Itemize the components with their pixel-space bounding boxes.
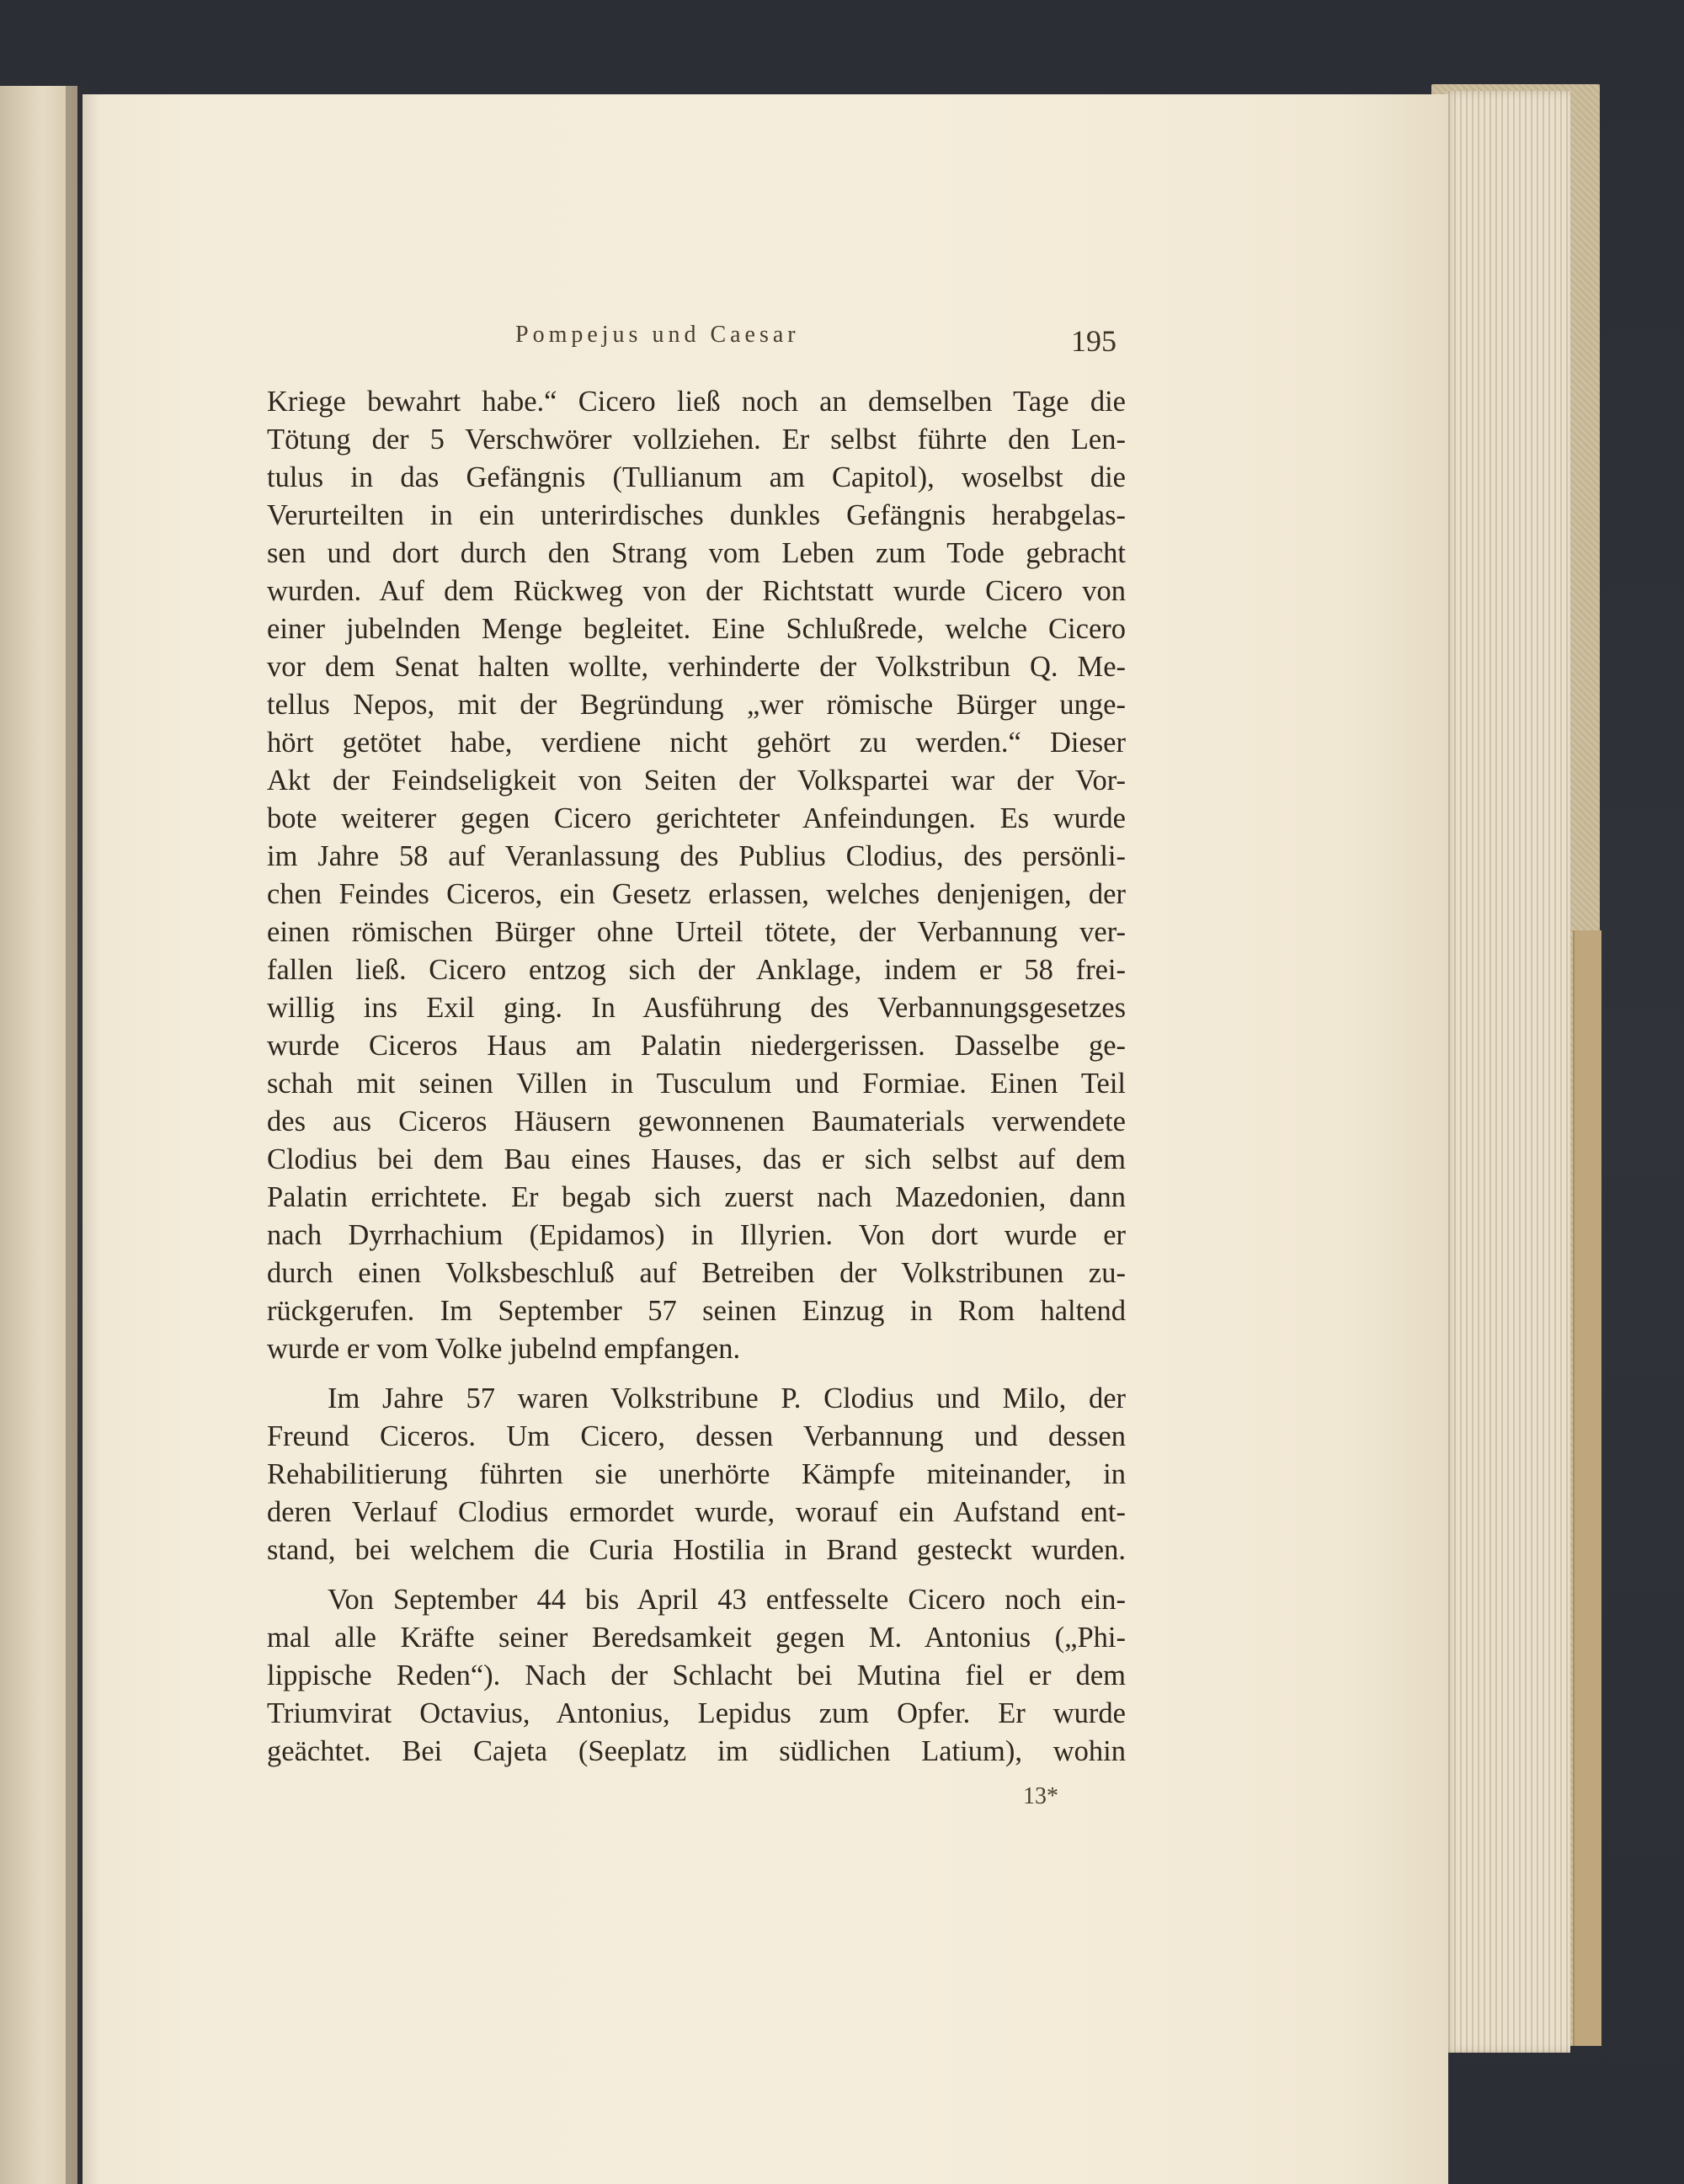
text-line: hört getötet habe, verdiene nicht gehört zu werden.“ Dieser bbox=[267, 727, 1126, 759]
text-line: willig ins Exil ging. In Ausführung des Verbannungsgesetzes bbox=[267, 992, 1126, 1024]
book-cover-edge bbox=[1573, 930, 1601, 2046]
text-line: des aus Ciceros Häusern gewonnenen Baumaterials verwendete bbox=[267, 1105, 1126, 1137]
text-line: einer jubelnden Menge begleitet. Eine Schlußrede, welche Cicero bbox=[267, 613, 1126, 645]
text-line: schah mit seinen Villen in Tusculum und Formiae. Einen Teil bbox=[267, 1068, 1126, 1100]
text-line: wurde er vom Volke jubelnd empfangen. bbox=[267, 1333, 741, 1365]
running-head: Pompejus und Caesar bbox=[515, 322, 800, 348]
text-line: im Jahre 58 auf Veranlassung des Publius Clodius, des persönli- bbox=[267, 840, 1126, 872]
text-line: wurde Ciceros Haus am Palatin niedergerissen. Dasselbe ge- bbox=[267, 1030, 1126, 1062]
text-line: einen römischen Bürger ohne Urteil tötete, der Verbannung ver- bbox=[267, 916, 1126, 948]
text-line: tulus in das Gefängnis (Tullianum am Capitol), woselbst die bbox=[267, 461, 1126, 493]
text-line: Palatin errichtete. Er begab sich zuerst nach Mazedonien, dann bbox=[267, 1181, 1126, 1213]
text-line: stand, bei welchem die Curia Hostilia in Brand gesteckt wurden. bbox=[267, 1534, 1126, 1566]
text-line: nach Dyrrhachium (Epidamos) in Illyrien. Von dort wurde er bbox=[267, 1219, 1126, 1251]
text-line: mal alle Kräfte seiner Beredsamkeit gegen M. Antonius („Phi- bbox=[267, 1622, 1126, 1654]
text-line: lippische Reden“). Nach der Schlacht bei Mutina fiel er dem bbox=[267, 1659, 1126, 1691]
text-line: Akt der Feindseligkeit von Seiten der Volkspartei war der Vor- bbox=[267, 764, 1126, 796]
text-line: vor dem Senat halten wollte, verhinderte der Volkstribun Q. Me- bbox=[267, 651, 1126, 683]
text-line: fallen ließ. Cicero entzog sich der Anklage, indem er 58 frei- bbox=[267, 954, 1126, 986]
text-line: Freund Ciceros. Um Cicero, dessen Verbannung und dessen bbox=[267, 1420, 1126, 1452]
text-line: Kriege bewahrt habe.“ Cicero ließ noch an demselben Tage die bbox=[267, 386, 1126, 418]
signature-mark: 13* bbox=[1023, 1783, 1058, 1809]
paragraph-1 bbox=[267, 383, 1126, 1368]
paragraph-3 bbox=[267, 1581, 1126, 1771]
text-line: Clodius bei dem Bau eines Hauses, das er sich selbst auf dem bbox=[267, 1143, 1126, 1175]
paragraph-2 bbox=[267, 1380, 1126, 1569]
text-line: chen Feindes Ciceros, ein Gesetz erlassen, welches denjenigen, der bbox=[267, 878, 1126, 910]
text-line: Triumvirat Octavius, Antonius, Lepidus zum Opfer. Er wurde bbox=[267, 1697, 1126, 1729]
text-line: Verurteilten in ein unterirdisches dunkles Gefängnis herabgelas- bbox=[267, 499, 1126, 531]
text-line: Von September 44 bis April 43 entfesselte Cicero noch ein- bbox=[328, 1584, 1126, 1616]
text-line: rückgerufen. Im September 57 seinen Einzug in Rom haltend bbox=[267, 1295, 1126, 1327]
text-line: tellus Nepos, mit der Begründung „wer römische Bürger unge- bbox=[267, 689, 1126, 721]
text-line: wurden. Auf dem Rückweg von der Richtstatt wurde Cicero von bbox=[267, 575, 1126, 607]
page-edges-stack bbox=[1444, 91, 1570, 2053]
text-line: Rehabilitierung führten sie unerhörte Kämpfe miteinander, in bbox=[267, 1458, 1126, 1490]
text-line: geächtet. Bei Cajeta (Seeplatz im südlichen Latium), wohin bbox=[267, 1735, 1126, 1767]
text-line: Im Jahre 57 waren Volkstribune P. Clodius und Milo, der bbox=[328, 1382, 1126, 1414]
text-line: deren Verlauf Clodius ermordet wurde, worauf ein Aufstand ent- bbox=[267, 1496, 1126, 1528]
gutter-shadow bbox=[66, 86, 99, 2184]
text-line: bote weiterer gegen Cicero gerichteter Anfeindungen. Es wurde bbox=[267, 802, 1126, 834]
text-line: durch einen Volksbeschluß auf Betreiben der Volkstribunen zu- bbox=[267, 1257, 1126, 1289]
text-line: sen und dort durch den Strang vom Leben zum Tode gebracht bbox=[267, 537, 1126, 569]
page-number: 195 bbox=[1071, 324, 1116, 358]
text-line: Tötung der 5 Verschwörer vollziehen. Er selbst führte den Len- bbox=[267, 423, 1126, 455]
body-text bbox=[267, 383, 1126, 1771]
